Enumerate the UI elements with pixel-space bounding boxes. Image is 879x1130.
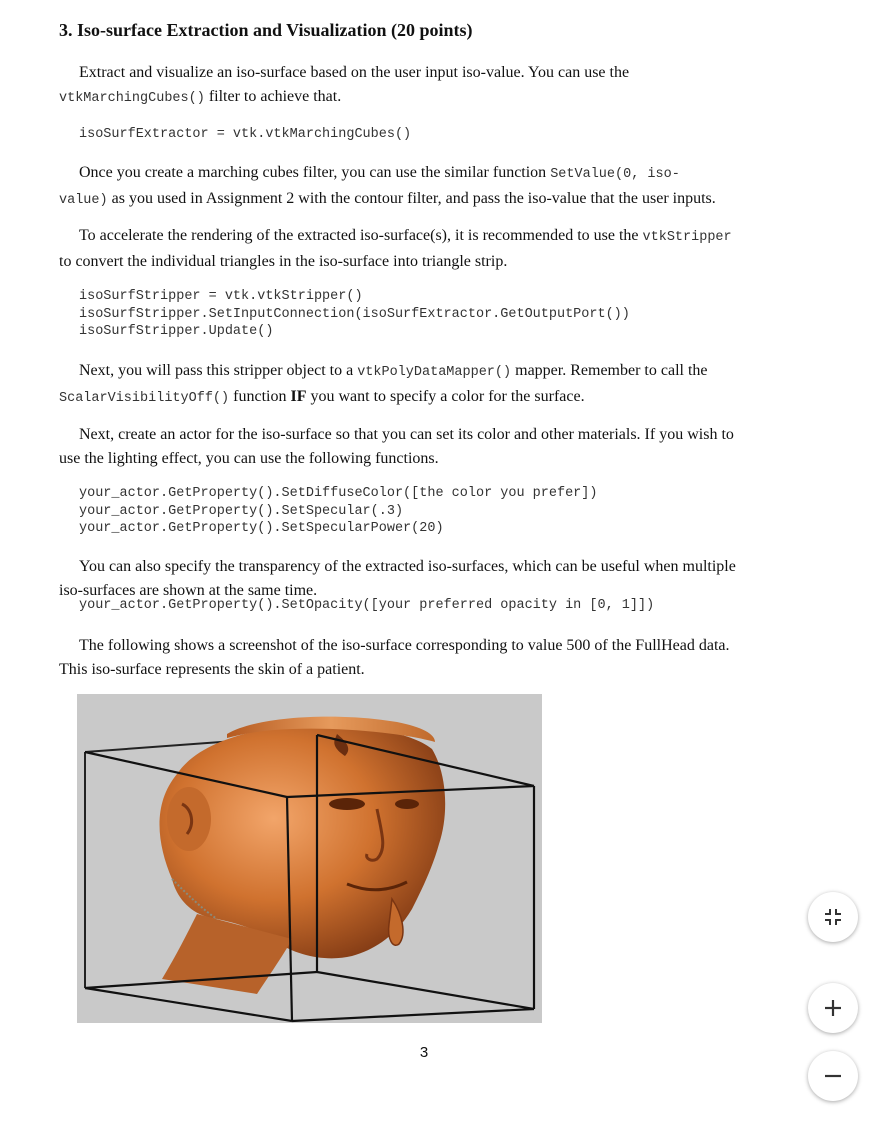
code-line: isoSurfExtractor = vtk.vtkMarchingCubes() <box>79 127 412 142</box>
code-line: your_actor.GetProperty().SetSpecular(.3) <box>79 503 404 519</box>
paragraph-screenshot <box>59 634 799 682</box>
paragraph-actor <box>59 423 799 471</box>
mapper-text-end: you want to specify a color for the surface. <box>306 388 585 405</box>
fit-page-icon <box>822 906 844 928</box>
inline-code-stripper: vtkStripper <box>642 230 732 245</box>
stripper-text: To accelerate the rendering of the extracted iso-surface(s), it is recommended to use the <box>79 227 643 244</box>
iso-surface-figure <box>77 694 542 1023</box>
actor-text-line2: use the lighting effect, you can use the following functions. <box>59 450 439 467</box>
stripper-text-end: to convert the individual triangles in the iso-surface into triangle strip. <box>59 253 508 270</box>
inline-code-scalar-visibility: ScalarVisibilityOff() <box>59 391 230 406</box>
code-line: your_actor.GetProperty().SetSpecularPower(20) <box>79 521 444 536</box>
paragraph-setvalue <box>59 161 799 213</box>
opacity-text-line2: iso-surfaces are shown at the same time. <box>59 582 318 599</box>
zoom-out-button[interactable] <box>808 1051 858 1101</box>
code-block-extractor <box>79 126 411 144</box>
code-block-property <box>79 485 597 538</box>
inline-code-setvalue: SetValue(0, iso- <box>550 167 680 182</box>
minus-icon <box>822 1065 844 1087</box>
inline-code-value: value) <box>59 193 108 208</box>
plus-icon <box>822 997 844 1019</box>
inline-code-marching-cubes: vtkMarchingCubes() <box>59 91 205 106</box>
intro-text: Extract and visualize an iso-surface based on the user input iso-value. You can use the <box>79 64 630 81</box>
code-block-stripper <box>79 288 630 341</box>
paragraph-stripper <box>59 224 799 274</box>
setvalue-text: Once you create a marching cubes filter, you can use the similar function <box>79 164 551 181</box>
opacity-text-line1: You can also specify the transparency of the extracted iso-surfaces, which can be useful when multiple <box>79 558 736 575</box>
code-block-opacity <box>79 597 654 615</box>
code-line: your_actor.GetProperty().SetDiffuseColor([the color you prefer]) <box>79 486 598 501</box>
mapper-text-function: function <box>229 388 291 405</box>
code-line: isoSurfStripper.SetInputConnection(isoSurfExtractor.GetOutputPort()) <box>79 306 630 322</box>
mapper-text: Next, you will pass this stripper object to a <box>79 362 358 379</box>
section-heading: 3. Iso-surface Extraction and Visualization (20 points) <box>59 20 473 40</box>
bold-if: IF <box>290 388 307 405</box>
code-line: isoSurfStripper = vtk.vtkStripper() <box>79 289 363 304</box>
paragraph-intro <box>59 61 799 111</box>
intro-text-end: filter to achieve that. <box>204 88 342 105</box>
screenshot-text-line1: The following shows a screenshot of the iso-surface corresponding to value 500 of the FullHead data. <box>79 637 730 654</box>
code-line: isoSurfStripper.Update() <box>79 324 274 339</box>
code-line: your_actor.GetProperty().SetOpacity([your preferred opacity in [0, 1]]) <box>79 598 655 613</box>
screenshot-text-line2: This iso-surface represents the skin of a patient. <box>59 661 365 678</box>
page-number: 3 <box>419 1044 429 1061</box>
actor-text-line1: Next, create an actor for the iso-surface so that you can set its color and other materials. If you wish to <box>79 426 734 443</box>
fit-page-button[interactable] <box>808 892 858 942</box>
inline-code-mapper: vtkPolyDataMapper() <box>357 365 512 380</box>
iso-surface-render <box>77 694 542 1023</box>
setvalue-text-end: as you used in Assignment 2 with the contour filter, and pass the iso-value that the user inputs. <box>107 190 716 207</box>
mapper-text-mid: mapper. Remember to call the <box>511 362 708 379</box>
paragraph-opacity <box>59 555 799 603</box>
paragraph-mapper <box>59 359 799 411</box>
zoom-in-button[interactable] <box>808 983 858 1033</box>
head-surface <box>160 717 446 994</box>
